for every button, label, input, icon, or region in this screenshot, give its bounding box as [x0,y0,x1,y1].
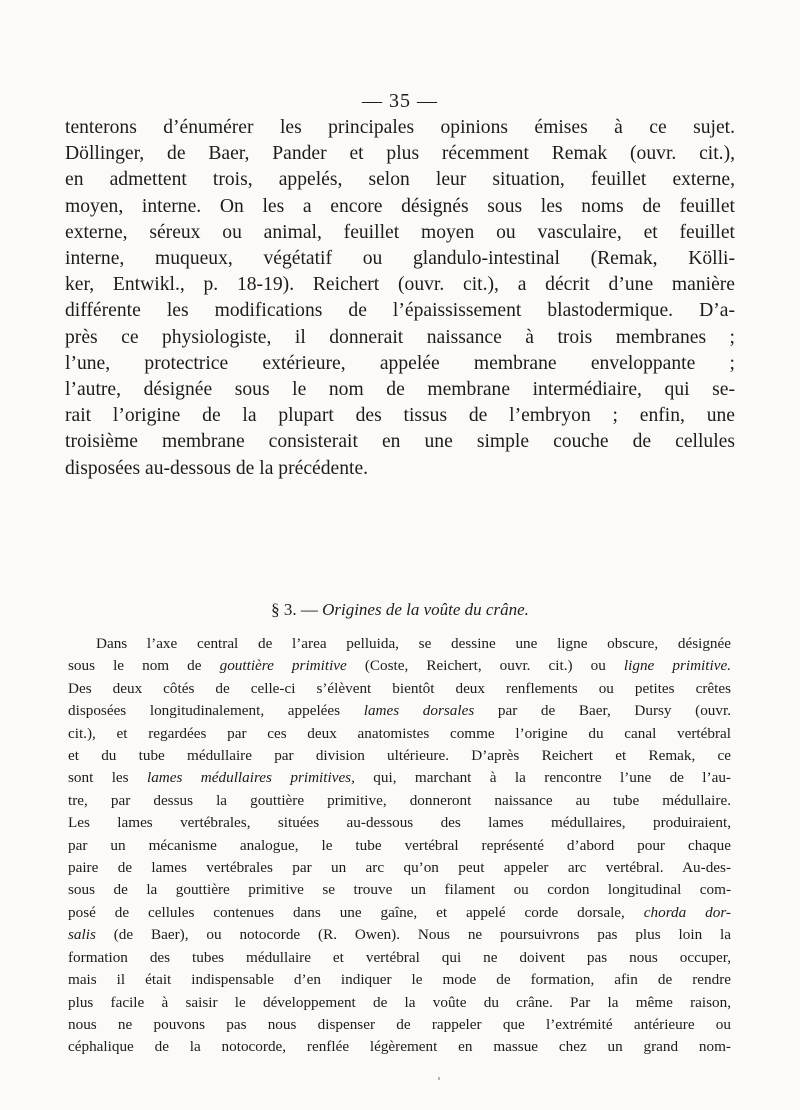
text-line: nous ne pouvons pas nous dispenser de rappeler que l’extrémité antérieure ou [68,1015,731,1033]
text-line: céphalique de la notocorde, renflée légèrement en massue chez un grand nom- [68,1038,731,1056]
text-line: formation des tubes médullaire et vertébral qui ne doivent pas nous occuper, [68,948,731,966]
text-line: tre, par dessus la gouttière primitive, donneront naissance au tube médullaire. [68,791,731,809]
section-title: Origines de la voûte du crâne. [322,600,529,619]
text-line: moyen, interne. On les a encore désignés sous les noms de feuillet [65,195,735,217]
term-lames-dorsales: lames dorsales [363,702,475,720]
text-line: externe, séreux ou animal, feuillet moyen ou vasculaire, et feuillet [65,221,735,243]
text-line: Dans l’axe central de l’area pelluida, se dessine une ligne obscure, désignée [96,635,731,652]
text-line: cit.), et regardées par ces deux anatomistes comme l’origine du canal vertébral [68,724,731,742]
page-number: — 35 — [362,90,438,112]
text-line: plus facile à saisir le développement de la voûte du crâne. Par la même raison, [68,993,731,1011]
text-line: ker, Entwikl., p. 18-19). Reichert (ouvr. cit.), a décrit d’une manière [65,274,735,296]
text-line: sont les lames médullaires primitives, qui, marchant à la rencontre l’une de l’au- [68,769,731,787]
paragraph-main [65,115,735,482]
text-line: posé de cellules contenues dans une gaîne, et appelé corde dorsale, chorda dor- [68,903,731,921]
text-line: sous le nom de gouttière primitive (Coste, Reichert, ouvr. cit.) ou ligne primitive. [68,657,731,675]
text-line: différente les modifications de l’épaississement blastodermique. D’a- [65,300,735,322]
text-line: paire de lames vertébrales par un arc qu’on peut appeler arc vertébral. Au-des- [68,859,731,877]
section-number: § 3. — [271,600,318,619]
text-line: Les lames vertébrales, situées au-dessous des lames médullaires, produiraient, [68,814,731,832]
text-line: disposées au-dessous de la précédente. [65,457,369,479]
text-line: Döllinger, de Baer, Pander et plus récemment Remak (ouvr. cit.), [65,143,735,165]
text-line: sous de la gouttière primitive se trouve un filament ou cordon longitudinal com- [68,881,731,899]
text-line: interne, muqueux, végétatif ou glandulo-intestinal (Remak, Kölli- [65,248,735,270]
text-line: mais il était indispensable d’en indiquer le mode de formation, afin de rendre [68,971,731,989]
term-ligne-primitive: ligne primitive. [623,657,731,675]
text-line: en admettent trois, appelés, selon leur situation, feuillet externe, [65,169,735,191]
term-chorda-dorsalis: chorda dor- [643,903,731,921]
paragraph-small [68,633,731,1059]
text-line: tenterons d’énumérer les principales opinions émises à ce sujet. [65,117,735,138]
text-line: et du tube médullaire par division ultérieure. D’après Reichert et Remak, ce [68,747,731,765]
text-line: troisième membrane consisterait en une simple couche de cellules [65,431,735,453]
text-line: près ce physiologiste, il donnerait naissance à trois membranes ; [65,326,735,348]
term-lames-medullaires: lames médullaires primitives, [146,769,355,787]
text-line: l’une, protectrice extérieure, appelée membrane enveloppante ; [65,352,735,374]
term-gouttiere-primitive: gouttière primitive [219,657,347,675]
text-line: disposées longitudinalement, appelées lames dorsales par de Baer, Dursy (ouvr. [68,702,732,720]
text-line: rait l’origine de la plupart des tissus de l’embryon ; enfin, une [65,405,735,427]
text-line: l’autre, désignée sous le nom de membrane intermédiaire, qui se- [65,379,735,401]
text-line: Des deux côtés de celle-ci s’élèvent bientôt deux renflements ou petites crêtes [68,679,731,697]
section-heading [0,600,800,620]
text-line: par un mécanisme analogue, le tube vertébral représenté d’abord pour chaque [68,836,731,854]
paper-speck [438,1077,440,1080]
text-line: salis (de Baer), ou notocorde (R. Owen). Nous ne poursuivrons pas plus loin la [68,926,731,944]
